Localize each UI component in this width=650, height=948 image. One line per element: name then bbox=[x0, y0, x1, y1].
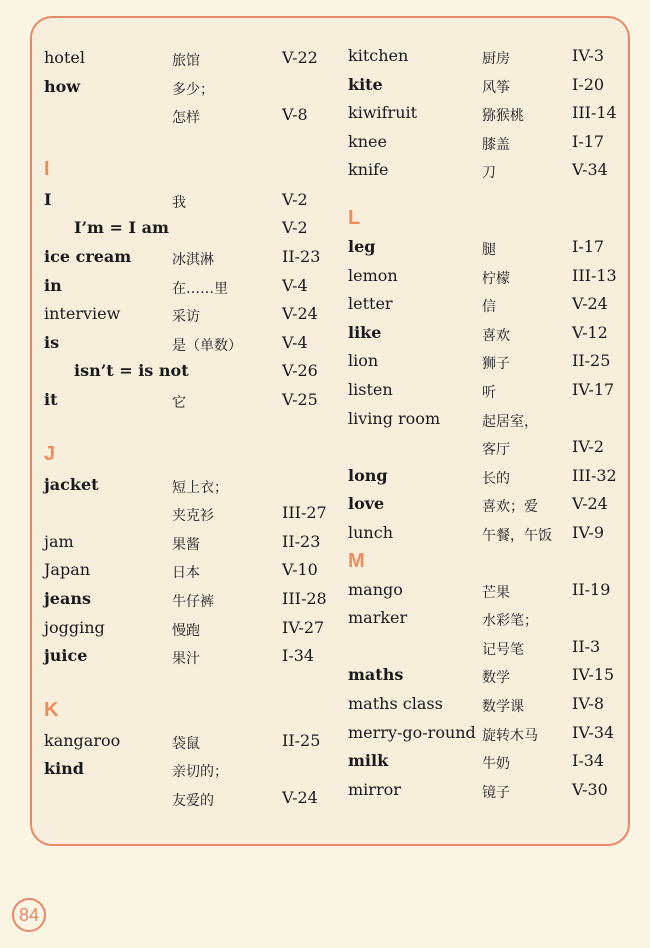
entry-meaning: 水彩笔； bbox=[482, 613, 538, 630]
entry-meaning: 袋鼠 bbox=[172, 735, 200, 752]
entry-reference: III-27 bbox=[282, 503, 327, 523]
glossary-entry bbox=[44, 589, 344, 615]
entry-meaning: 喜欢 bbox=[482, 327, 510, 344]
entry-word: mango bbox=[348, 579, 403, 599]
entry-reference: IV-2 bbox=[572, 437, 604, 457]
entry-meaning: 刀 bbox=[482, 165, 496, 182]
entry-reference: V-24 bbox=[282, 304, 318, 324]
section-letter: K bbox=[44, 698, 59, 721]
entry-meaning: 午餐，午饭 bbox=[482, 528, 552, 544]
glossary-entry bbox=[348, 751, 648, 777]
glossary-entry bbox=[348, 523, 648, 549]
entry-reference: V-2 bbox=[282, 218, 308, 238]
glossary-entry bbox=[44, 532, 344, 558]
glossary-entry bbox=[348, 665, 648, 691]
entry-meaning: 怎样 bbox=[172, 110, 200, 127]
entry-word: knife bbox=[348, 160, 389, 180]
glossary-entry bbox=[348, 75, 648, 101]
entry-reference: IV-34 bbox=[572, 722, 615, 742]
glossary-entry bbox=[348, 608, 648, 634]
entry-word: juice bbox=[44, 646, 88, 666]
entry-word: knee bbox=[348, 131, 387, 151]
entry-reference: IV-9 bbox=[572, 523, 604, 542]
glossary-entry bbox=[44, 218, 344, 244]
entry-reference: II-23 bbox=[282, 247, 321, 266]
entry-meaning: 果酱 bbox=[172, 536, 200, 553]
entry-meaning: 友爱的 bbox=[172, 793, 214, 809]
entry-reference: IV-15 bbox=[572, 665, 615, 685]
entry-meaning: 是（单数） bbox=[172, 337, 242, 354]
entry-reference: IV-8 bbox=[572, 694, 604, 713]
entry-meaning: 风筝 bbox=[482, 79, 510, 96]
entry-meaning: 多少； bbox=[172, 81, 214, 98]
entry-meaning: 信 bbox=[482, 299, 496, 316]
entry-meaning: 数学课 bbox=[482, 699, 524, 715]
entry-meaning: 它 bbox=[172, 395, 186, 411]
entry-meaning: 日本 bbox=[172, 565, 200, 582]
entry-reference: V-34 bbox=[572, 160, 608, 180]
entry-reference: IV-3 bbox=[572, 46, 604, 65]
entry-meaning: 起居室， bbox=[482, 413, 538, 430]
glossary-entry bbox=[44, 390, 344, 416]
entry-word: jacket bbox=[44, 474, 99, 494]
entry-word: isn’t = is not bbox=[74, 361, 189, 381]
entry-word: lunch bbox=[348, 523, 393, 542]
glossary-entry bbox=[348, 780, 648, 806]
entry-meaning: 腿 bbox=[482, 242, 496, 258]
entry-reference: IV-27 bbox=[282, 617, 325, 637]
entry-meaning: 膝盖 bbox=[482, 136, 510, 153]
entry-meaning: 喜欢；爱 bbox=[482, 499, 538, 516]
entry-word: jam bbox=[44, 531, 74, 551]
entry-reference: I-20 bbox=[572, 74, 605, 94]
entry-reference: II-23 bbox=[282, 531, 321, 551]
entry-word: marker bbox=[348, 608, 408, 628]
entry-word: Japan bbox=[44, 560, 91, 580]
entry-reference: V-30 bbox=[572, 779, 608, 799]
glossary-entry bbox=[348, 580, 648, 606]
entry-meaning: 牛奶 bbox=[482, 756, 510, 773]
entry-reference: II-3 bbox=[572, 636, 601, 656]
entry-word: lion bbox=[348, 351, 379, 371]
entry-reference: III-28 bbox=[282, 589, 327, 608]
glossary-entry bbox=[348, 637, 648, 663]
entry-meaning: 亲切的； bbox=[172, 764, 228, 781]
entry-reference: V-24 bbox=[282, 788, 318, 807]
entry-word: love bbox=[348, 494, 385, 514]
glossary-entry bbox=[348, 46, 648, 72]
entry-meaning: 短上衣； bbox=[172, 479, 228, 496]
glossary-entry bbox=[348, 103, 648, 129]
entry-meaning: 果汁 bbox=[172, 651, 200, 668]
entry-word: kind bbox=[44, 759, 84, 779]
entry-word: kiwifruit bbox=[348, 103, 418, 123]
glossary-entry bbox=[44, 77, 344, 103]
entry-meaning: 镜子 bbox=[482, 784, 510, 801]
entry-meaning: 慢跑 bbox=[172, 622, 200, 639]
entry-reference: V-12 bbox=[572, 322, 608, 342]
entry-reference: III-32 bbox=[572, 465, 617, 485]
section-letter: L bbox=[348, 207, 361, 229]
glossary-entry bbox=[44, 475, 344, 501]
glossary-entry bbox=[348, 323, 648, 349]
glossary-entry bbox=[348, 723, 648, 749]
entry-reference: I-34 bbox=[282, 646, 315, 666]
entry-meaning: 采访 bbox=[172, 309, 200, 326]
entry-word: maths bbox=[348, 665, 404, 685]
entry-reference: II-25 bbox=[282, 730, 321, 750]
entry-meaning: 柠檬 bbox=[482, 270, 510, 287]
entry-word: kangaroo bbox=[44, 730, 121, 750]
glossary-entry bbox=[44, 759, 344, 785]
entry-meaning: 长的 bbox=[482, 470, 510, 487]
entry-word: lemon bbox=[348, 265, 398, 285]
entry-meaning: 猕猴桃 bbox=[482, 108, 524, 125]
glossary-entry bbox=[44, 618, 344, 644]
entry-meaning: 狮子 bbox=[482, 356, 510, 373]
glossary-entry bbox=[348, 266, 648, 292]
entry-meaning: 芒果 bbox=[482, 584, 510, 601]
entry-reference: III-13 bbox=[572, 265, 617, 285]
entry-reference: V-25 bbox=[282, 390, 318, 409]
entry-word: listen bbox=[348, 380, 393, 399]
entry-word: it bbox=[44, 390, 58, 409]
entry-word: merry-go-round bbox=[348, 722, 476, 742]
entry-word: long bbox=[348, 465, 388, 485]
entry-word: is bbox=[44, 332, 60, 352]
entry-reference: I-17 bbox=[572, 131, 605, 151]
entry-reference: V-8 bbox=[282, 105, 308, 125]
entry-word: hotel bbox=[44, 48, 85, 67]
glossary-entry bbox=[348, 132, 648, 158]
glossary-entry bbox=[348, 409, 648, 435]
entry-word: kite bbox=[348, 74, 383, 94]
entry-reference: IV-17 bbox=[572, 380, 615, 399]
glossary-entry bbox=[348, 380, 648, 406]
glossary-entry bbox=[44, 276, 344, 302]
entry-word: like bbox=[348, 322, 382, 342]
entry-reference: V-4 bbox=[282, 275, 308, 295]
entry-reference: II-25 bbox=[572, 351, 611, 371]
glossary-entry bbox=[44, 333, 344, 359]
entry-word: kitchen bbox=[348, 46, 409, 65]
entry-meaning: 旅馆 bbox=[172, 53, 200, 69]
entry-reference: I-34 bbox=[572, 751, 605, 771]
entry-meaning: 数学 bbox=[482, 670, 510, 687]
entry-word: mirror bbox=[348, 779, 401, 799]
entry-meaning: 记号笔 bbox=[482, 641, 524, 658]
entry-word: in bbox=[44, 275, 62, 295]
glossary-panel bbox=[30, 16, 630, 846]
glossary-entry bbox=[348, 294, 648, 320]
entry-reference: II-19 bbox=[572, 579, 611, 599]
glossary-entry bbox=[44, 304, 344, 330]
page-number: 84 bbox=[12, 898, 46, 932]
glossary-entry bbox=[348, 466, 648, 492]
glossary-entry bbox=[44, 503, 344, 529]
entry-word: letter bbox=[348, 294, 393, 314]
entry-reference: V-26 bbox=[282, 361, 318, 381]
entry-meaning: 听 bbox=[482, 385, 496, 401]
entry-reference: V-24 bbox=[572, 494, 608, 514]
glossary-entry bbox=[348, 237, 648, 263]
glossary-entry bbox=[348, 694, 648, 720]
entry-word: leg bbox=[348, 237, 376, 256]
glossary-entry bbox=[44, 48, 344, 74]
entry-reference: V-24 bbox=[572, 294, 608, 314]
entry-reference: I-17 bbox=[572, 237, 605, 256]
entry-meaning: 夹克衫 bbox=[172, 508, 214, 525]
entry-reference: V-4 bbox=[282, 332, 308, 352]
glossary-entry bbox=[44, 731, 344, 757]
entry-word: maths class bbox=[348, 694, 443, 713]
entry-meaning: 我 bbox=[172, 194, 186, 211]
entry-reference: V-10 bbox=[282, 560, 318, 580]
glossary-entry bbox=[44, 247, 344, 273]
entry-word: living room bbox=[348, 408, 441, 428]
entry-word: jeans bbox=[44, 589, 91, 608]
section-letter: M bbox=[348, 549, 365, 572]
glossary-entry bbox=[44, 361, 344, 387]
entry-meaning: 厨房 bbox=[482, 51, 510, 67]
entry-word: ice cream bbox=[44, 247, 132, 266]
entry-meaning: 客厅 bbox=[482, 442, 510, 459]
glossary-entry bbox=[348, 351, 648, 377]
entry-word: interview bbox=[44, 304, 121, 324]
glossary-entry bbox=[44, 190, 344, 216]
glossary-entry bbox=[348, 160, 648, 186]
entry-meaning: 在……里 bbox=[172, 280, 228, 297]
entry-meaning: 牛仔裤 bbox=[172, 594, 214, 610]
entry-word: I’m = I am bbox=[74, 218, 169, 238]
glossary-entry bbox=[44, 788, 344, 814]
entry-meaning: 旋转木马 bbox=[482, 727, 538, 744]
entry-word: jogging bbox=[44, 617, 105, 637]
entry-meaning: 冰淇淋 bbox=[172, 252, 214, 268]
entry-reference: V-2 bbox=[282, 189, 308, 209]
glossary-entry bbox=[348, 437, 648, 463]
glossary-entry bbox=[44, 646, 344, 672]
glossary-entry bbox=[44, 105, 344, 131]
entry-reference: III-14 bbox=[572, 103, 617, 123]
glossary-entry bbox=[348, 494, 648, 520]
section-letter: J bbox=[44, 442, 56, 465]
entry-word: I bbox=[44, 189, 52, 209]
entry-word: milk bbox=[348, 751, 389, 771]
entry-reference: V-22 bbox=[282, 48, 318, 67]
glossary-entry bbox=[44, 560, 344, 586]
entry-word: how bbox=[44, 76, 81, 96]
section-letter: I bbox=[44, 157, 50, 180]
